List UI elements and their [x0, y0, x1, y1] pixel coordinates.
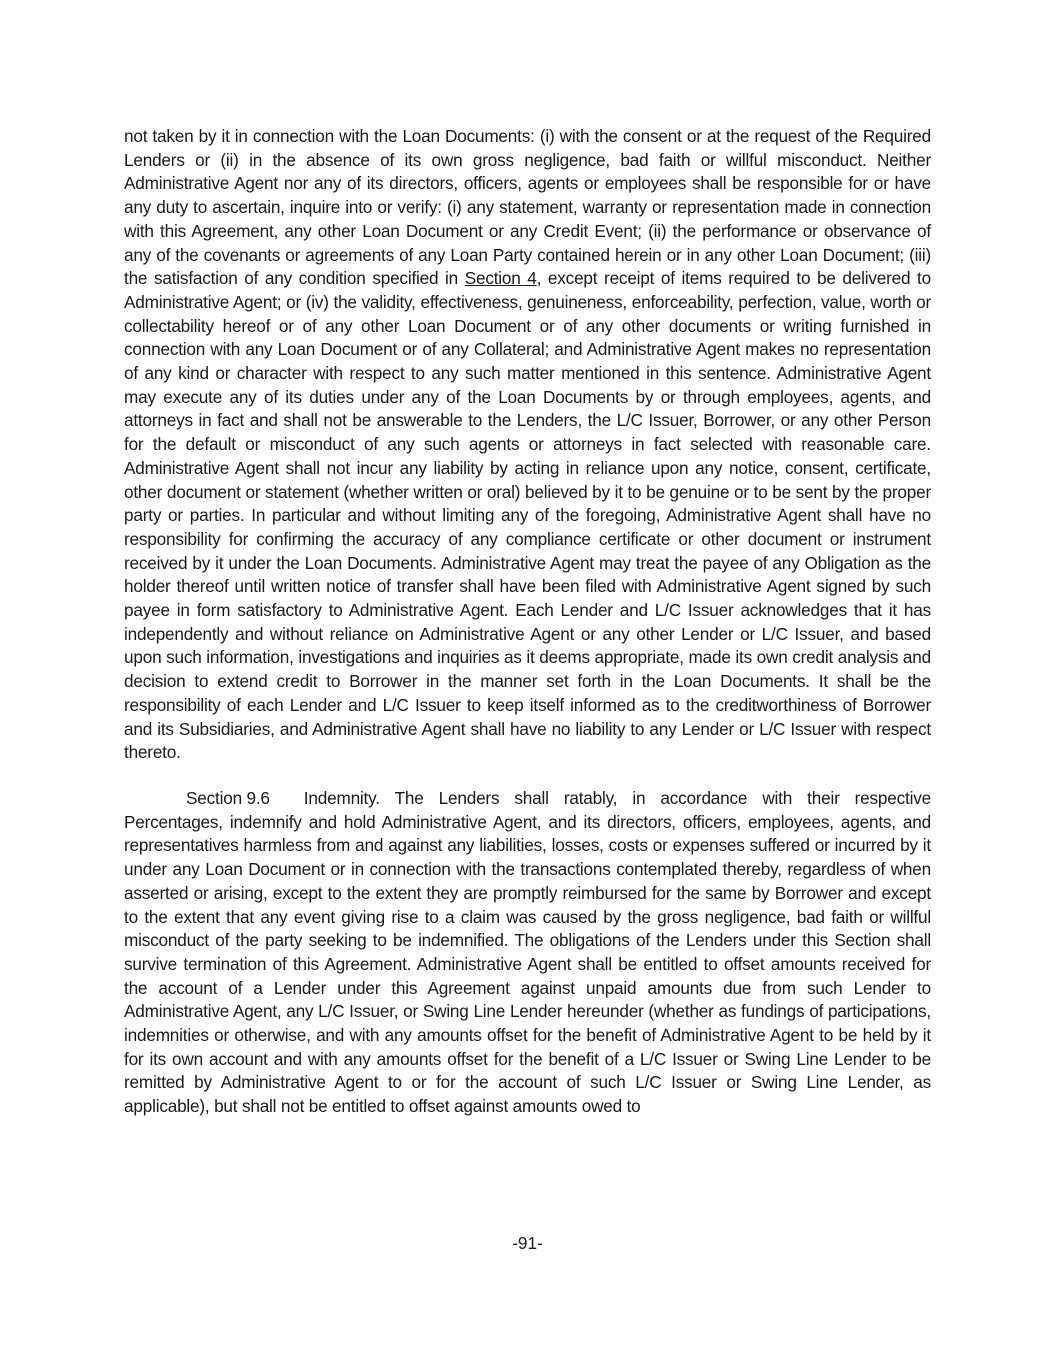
- section-4-reference: Section 4: [464, 268, 537, 289]
- paragraph-agent-liability: [124, 125, 931, 765]
- page-number: -91-: [512, 1233, 543, 1253]
- section-body: The Lenders shall ratably, in accordance with their respective Percentages, indemnify and hold Administrative Agent, and its directors, officers, employees, agents, and representatives harmless from and against any liabilities, losses, costs or expenses suffered or incurred by it under any Loan Document or in connection with the transactions contemplated thereby, regardless of when asserted or arising, except to the extent they are promptly reimbursed for the same by Borrower and except to the extent that any event giving rise to a claim was caused by the gross negligence, bad faith or willful misconduct of the party seeking to be indemnified. The obligations of the Lenders under this Section shall survive termination of this Agreement. Administrative Agent shall be entitled to offset amounts received for the account of a Lender under this Agreement against unpaid amounts due from such Lender to Administrative Agent, any L/C Issuer, or Swing Line Lender hereunder (whether as fundings of participations, indemnities or otherwise, and with any amounts offset for the benefit of Administrative Agent to be held by it for its own account and with any amounts offset for the benefit of a L/C Issuer or Swing Line Lender to be remitted by Administrative Agent to or for the account of such L/C Issuer or Swing Line Lender, as applicable), but shall not be entitled to offset against amounts owed to: [124, 787, 931, 1117]
- section-heading: Indemnity.: [303, 787, 380, 808]
- paragraph-text-part-a: not taken by it in connection with the Loan Documents: (i) with the consent or at the request of the Required Lenders or (ii) in the absence of its own gross negligence, bad faith or willful misconduct. Neither Administrative Agent nor any of its directors, officers, agents or employees shall be responsible for or have any duty to ascertain, inquire into or verify: (i) any statement, warranty or representation made in connection with this Agreement, any other Loan Document or any Credit Event; (ii) the performance or observance of any of the covenants or agreements of any Loan Party contained herein or in any other Loan Document; (iii) the satisfaction of any condition specified in: [124, 126, 931, 289]
- section-number: Section 9.6: [186, 787, 270, 808]
- paragraph-section-9-6: [124, 787, 931, 1119]
- document-body: [124, 125, 931, 1119]
- paragraph-text-part-b: , except receipt of items required to be delivered to Administrative Agent; or (iv) the validity, effectiveness, genuineness, enforceability, perfection, value, worth or collectability hereof or of any other Loan Document or of any other documents or writing furnished in connection with any Loan Document or of any Collateral; and Administrative Agent makes no representation of any kind or character with respect to any such matter mentioned in this sentence. Administrative Agent may execute any of its duties under any of the Loan Documents by or through employees, agents, and attorneys in fact and shall not be answerable to the Lenders, the L/C Issuer, Borrower, or any other Person for the default or misconduct of any such agents or attorneys in fact selected with reasonable care. Administrative Agent shall not incur any liability by acting in reliance upon any notice, consent, certificate, other document or statement (whether written or oral) believed by it to be genuine or to be sent by the proper party or parties. In particular and without limiting any of the foregoing, Administrative Agent shall have no responsibility for confirming the accuracy of any compliance certificate or other document or instrument received by it under the Loan Documents. Administrative Agent may treat the payee of any Obligation as the holder thereof until written notice of transfer shall have been filed with Administrative Agent signed by such payee in form satisfactory to Administrative Agent. Each Lender and L/C Issuer acknowledges that it has independently and without reliance on Administrative Agent or any other Lender or L/C Issuer, and based upon such information, investigations and inquiries as it deems appropriate, made its own credit analysis and decision to extend credit to Borrower in the manner set forth in the Loan Documents. It shall be the responsibility of each Lender and L/C Issuer to keep itself informed as to the creditworthiness of Borrower and its Subsidiaries, and Administrative Agent shall have no liability to any Lender or L/C Issuer with respect thereto.: [124, 268, 931, 763]
